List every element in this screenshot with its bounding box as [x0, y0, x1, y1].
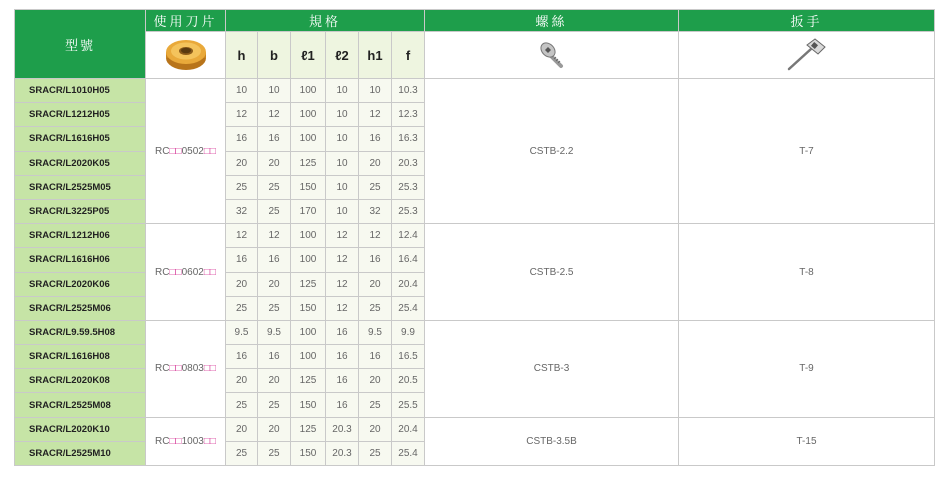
dimension-cell: 25	[258, 199, 291, 223]
header-wrench: 扳手	[679, 10, 935, 32]
dimension-cell: 10	[326, 103, 359, 127]
dimension-cell: 25	[359, 393, 392, 417]
model-cell: SRACR/L2525M10	[15, 441, 146, 465]
dimension-cell: 12	[326, 272, 359, 296]
dimension-cell: 20	[226, 151, 258, 175]
model-cell: SRACR/L2020K10	[15, 417, 146, 441]
table-row	[15, 224, 935, 248]
dimension-cell: 25	[226, 393, 258, 417]
placeholder-box-icon: □□	[169, 145, 182, 157]
dimension-cell: 100	[291, 224, 326, 248]
insert-code-cell	[146, 79, 226, 224]
dimension-cell: 16.5	[392, 345, 425, 369]
torx-wrench-icon	[785, 36, 829, 75]
dimension-cell: 12	[226, 224, 258, 248]
dimension-cell: 100	[291, 103, 326, 127]
table-row	[15, 417, 935, 441]
dimension-cell: 16	[359, 248, 392, 272]
dimension-cell: 25	[258, 175, 291, 199]
dimension-cell: 25	[258, 441, 291, 465]
insert-prefix: RC	[155, 266, 170, 278]
model-cell: SRACR/L3225P05	[15, 199, 146, 223]
dimension-cell: 100	[291, 345, 326, 369]
dimension-cell: 16	[326, 320, 359, 344]
dimension-cell: 25.4	[392, 296, 425, 320]
dimension-cell: 32	[226, 199, 258, 223]
dimension-cell: 25	[359, 175, 392, 199]
spec-col-b: b	[258, 32, 291, 79]
dimension-cell: 150	[291, 393, 326, 417]
dimension-cell: 25	[359, 296, 392, 320]
model-cell: SRACR/L1212H05	[15, 103, 146, 127]
dimension-cell: 10	[258, 79, 291, 103]
header-insert: 使用刀片	[146, 10, 226, 32]
dimension-cell: 12	[226, 103, 258, 127]
spec-col-h: h	[226, 32, 258, 79]
dimension-cell: 25	[226, 175, 258, 199]
dimension-cell: 12.4	[392, 224, 425, 248]
placeholder-box-icon: □□	[169, 266, 182, 278]
placeholder-box-icon: □□	[203, 266, 216, 278]
insert-prefix: RC	[155, 145, 170, 157]
dimension-cell: 16	[359, 127, 392, 151]
round-insert-icon	[163, 34, 209, 77]
dimension-cell: 9.5	[258, 320, 291, 344]
dimension-cell: 150	[291, 441, 326, 465]
wrench-cell: T-9	[679, 320, 935, 417]
dimension-cell: 20	[359, 369, 392, 393]
wrench-cell: T-7	[679, 79, 935, 224]
screw-cell: CSTB-3.5B	[425, 417, 679, 465]
dimension-cell: 20.3	[392, 151, 425, 175]
dimension-cell: 20	[258, 417, 291, 441]
dimension-cell: 9.5	[226, 320, 258, 344]
dimension-cell: 16	[226, 127, 258, 151]
insert-prefix: RC	[155, 363, 170, 375]
dimension-cell: 20	[258, 369, 291, 393]
model-cell: SRACR/L2525M06	[15, 296, 146, 320]
dimension-cell: 12	[326, 296, 359, 320]
model-cell: SRACR/L9.59.5H08	[15, 320, 146, 344]
insert-prefix: RC	[155, 435, 170, 447]
insert-code-cell	[146, 224, 226, 321]
insert-code: 1003	[181, 435, 204, 447]
placeholder-box-icon: □□	[203, 145, 216, 157]
dimension-cell: 12	[359, 103, 392, 127]
placeholder-box-icon: □□	[169, 363, 182, 375]
dimension-cell: 20	[359, 417, 392, 441]
dimension-cell: 16.4	[392, 248, 425, 272]
screw-icon	[537, 39, 567, 72]
dimension-cell: 10	[326, 175, 359, 199]
dimension-cell: 20	[226, 417, 258, 441]
dimension-cell: 12	[258, 103, 291, 127]
dimension-cell: 10	[359, 79, 392, 103]
dimension-cell: 20.5	[392, 369, 425, 393]
dimension-cell: 125	[291, 272, 326, 296]
dimension-cell: 16	[226, 248, 258, 272]
spec-col-l2: ℓ2	[326, 32, 359, 79]
header-screw: 螺絲	[425, 10, 679, 32]
header-model: 型號	[15, 10, 146, 79]
dimension-cell: 25.3	[392, 175, 425, 199]
dimension-cell: 100	[291, 127, 326, 151]
model-cell: SRACR/L2525M08	[15, 393, 146, 417]
placeholder-box-icon: □□	[203, 435, 216, 447]
screw-image-cell	[425, 32, 679, 79]
dimension-cell: 20	[359, 151, 392, 175]
model-cell: SRACR/L1616H08	[15, 345, 146, 369]
dimension-cell: 125	[291, 417, 326, 441]
insert-code: 0502	[181, 145, 204, 157]
dimension-cell: 12	[326, 224, 359, 248]
dimension-cell: 25.3	[392, 199, 425, 223]
dimension-cell: 10	[326, 79, 359, 103]
spec-col-l1: ℓ1	[291, 32, 326, 79]
model-cell: SRACR/L2525M05	[15, 175, 146, 199]
dimension-cell: 125	[291, 151, 326, 175]
dimension-cell: 20.4	[392, 417, 425, 441]
model-cell: SRACR/L1616H06	[15, 248, 146, 272]
placeholder-box-icon: □□	[169, 435, 182, 447]
model-cell: SRACR/L2020K06	[15, 272, 146, 296]
table-row	[15, 320, 935, 344]
dimension-cell: 150	[291, 175, 326, 199]
dimension-cell: 16	[258, 345, 291, 369]
dimension-cell: 25	[226, 441, 258, 465]
dimension-cell: 12	[258, 224, 291, 248]
dimension-cell: 20	[226, 272, 258, 296]
dimension-cell: 16	[258, 248, 291, 272]
model-cell: SRACR/L1616H05	[15, 127, 146, 151]
dimension-cell: 100	[291, 248, 326, 272]
dimension-cell: 10	[326, 151, 359, 175]
dimension-cell: 16	[258, 127, 291, 151]
dimension-cell: 25	[258, 393, 291, 417]
spec-col-h1: h1	[359, 32, 392, 79]
model-cell: SRACR/L2020K05	[15, 151, 146, 175]
dimension-cell: 12	[359, 224, 392, 248]
dimension-cell: 9.5	[359, 320, 392, 344]
dimension-cell: 16.3	[392, 127, 425, 151]
insert-code-cell	[146, 417, 226, 465]
model-cell: SRACR/L1212H06	[15, 224, 146, 248]
dimension-cell: 12	[326, 248, 359, 272]
dimension-cell: 20.3	[326, 417, 359, 441]
dimension-cell: 25	[258, 296, 291, 320]
dimension-cell: 20	[258, 272, 291, 296]
dimension-cell: 150	[291, 296, 326, 320]
insert-code: 0602	[181, 266, 204, 278]
dimension-cell: 100	[291, 320, 326, 344]
dimension-cell: 20.4	[392, 272, 425, 296]
dimension-cell: 16	[326, 369, 359, 393]
dimension-cell: 16	[326, 345, 359, 369]
dimension-cell: 25.4	[392, 441, 425, 465]
dimension-cell: 170	[291, 199, 326, 223]
tool-spec-table	[14, 9, 935, 466]
dimension-cell: 16	[226, 345, 258, 369]
screw-cell: CSTB-2.5	[425, 224, 679, 321]
insert-image-cell	[146, 32, 226, 79]
dimension-cell: 32	[359, 199, 392, 223]
insert-code-cell	[146, 320, 226, 417]
screw-cell: CSTB-2.2	[425, 79, 679, 224]
wrench-image-cell	[679, 32, 935, 79]
dimension-cell: 100	[291, 79, 326, 103]
dimension-cell: 16	[326, 393, 359, 417]
dimension-cell: 125	[291, 369, 326, 393]
dimension-cell: 10	[226, 79, 258, 103]
dimension-cell: 20	[258, 151, 291, 175]
dimension-cell: 25	[359, 441, 392, 465]
dimension-cell: 16	[359, 345, 392, 369]
dimension-cell: 10	[326, 127, 359, 151]
dimension-cell: 9.9	[392, 320, 425, 344]
wrench-cell: T-15	[679, 417, 935, 465]
model-cell: SRACR/L1010H05	[15, 79, 146, 103]
dimension-cell: 20	[226, 369, 258, 393]
wrench-cell: T-8	[679, 224, 935, 321]
insert-code: 0803	[181, 363, 204, 375]
dimension-cell: 10.3	[392, 79, 425, 103]
dimension-cell: 25.5	[392, 393, 425, 417]
model-cell: SRACR/L2020K08	[15, 369, 146, 393]
dimension-cell: 12.3	[392, 103, 425, 127]
dimension-cell: 20.3	[326, 441, 359, 465]
placeholder-box-icon: □□	[203, 363, 216, 375]
dimension-cell: 10	[326, 199, 359, 223]
dimension-cell: 20	[359, 272, 392, 296]
screw-cell: CSTB-3	[425, 320, 679, 417]
header-spec: 規格	[226, 10, 425, 32]
table-row	[15, 79, 935, 103]
spec-col-f: f	[392, 32, 425, 79]
dimension-cell: 25	[226, 296, 258, 320]
